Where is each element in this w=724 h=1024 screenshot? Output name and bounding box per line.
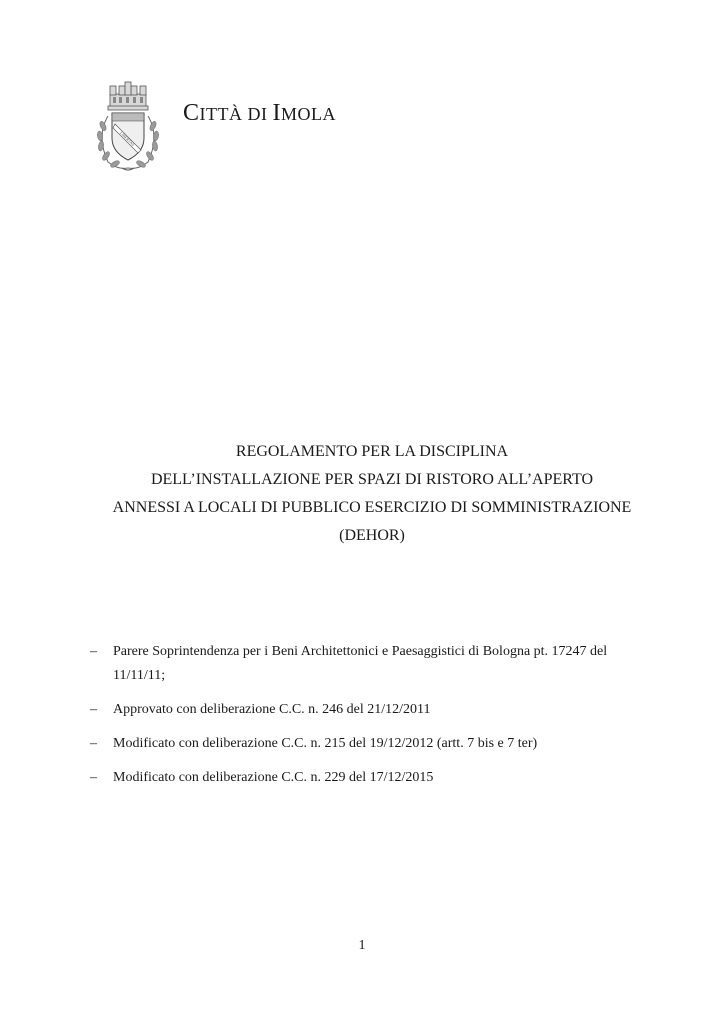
document-title-line: REGOLAMENTO PER LA DISCIPLINA <box>235 443 509 460</box>
dash-bullet: – <box>90 770 97 785</box>
city-name-rest-1: ITTÀ <box>199 104 243 124</box>
svg-text:LIBERTAS: LIBERTAS <box>119 130 136 147</box>
city-name-cap-1: C <box>183 100 200 126</box>
city-name <box>183 100 336 127</box>
list-item <box>90 640 650 688</box>
document-title <box>40 438 704 550</box>
dash-bullet: – <box>90 736 97 751</box>
list-item-text: Modificato con deliberazione C.C. n. 215 del 19/12/2012 (artt. 7 bis e 7 ter) <box>113 736 538 751</box>
list-item-text: Approvato con deliberazione C.C. n. 246 del 21/12/2011 <box>113 702 431 717</box>
city-name-cap-3: I <box>272 100 281 126</box>
list-item <box>90 766 650 790</box>
approval-notes-list <box>90 640 650 800</box>
dash-bullet: – <box>90 702 97 717</box>
document-title-line: ANNESSI A LOCALI DI PUBBLICO ESERCIZIO DI SOMMINISTRAZIONE <box>112 499 632 516</box>
page-number: 1 <box>358 938 366 953</box>
city-crest-icon <box>88 76 168 176</box>
dash-bullet: – <box>90 644 97 659</box>
document-title-line: (DEHOR) <box>339 527 405 544</box>
list-item-text: Modificato con deliberazione C.C. n. 229 del 17/12/2015 <box>113 770 434 785</box>
city-name-rest-3: MOLA <box>281 104 336 124</box>
city-name-rest-2: DI <box>242 104 273 124</box>
list-item <box>90 732 650 756</box>
list-item <box>90 698 650 722</box>
list-item-text: Parere Soprintendenza per i Beni Architettonici e Paesaggistici di Bologna pt. 17247 del 11/11/11; <box>113 644 608 683</box>
document-title-line: DELL’INSTALLAZIONE PER SPAZI DI RISTORO ALL’APERTO <box>150 471 594 488</box>
